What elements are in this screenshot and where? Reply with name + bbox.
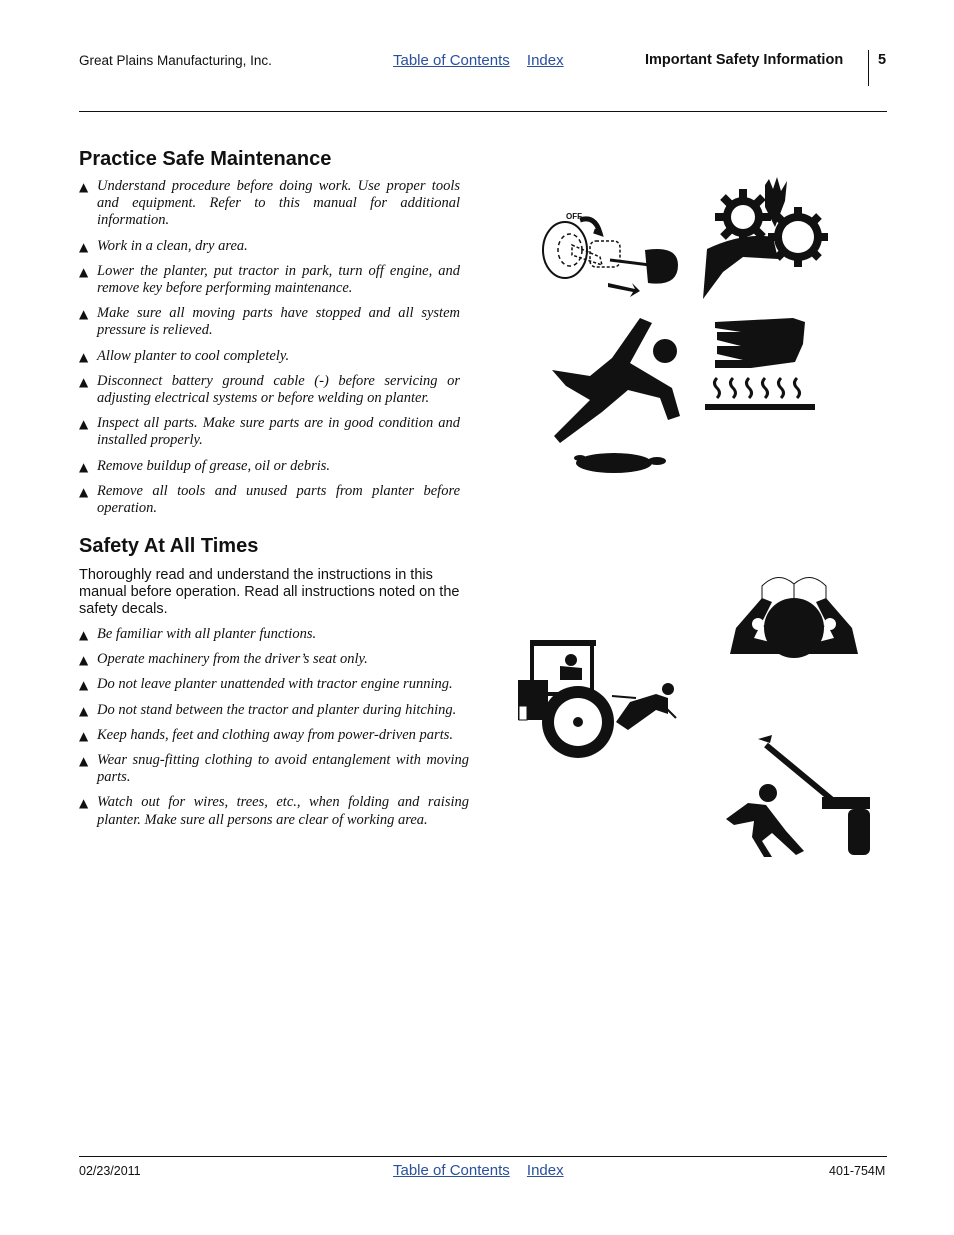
bullet-triangle-icon: ▲ [79,180,89,194]
list-item: ▲ Understand procedure before doing work. Use proper tools and equipment. Refer to this manual for additional information. [79,178,460,229]
bullet-triangle-icon: ▲ [79,628,89,642]
safety-at-all-times-section [79,535,469,837]
footer-rule [79,1156,887,1157]
bullet-triangle-icon: ▲ [79,239,89,254]
footer-date: 02/23/2011 [79,1164,141,1178]
bullet-triangle-icon: ▲ [79,703,89,718]
header-rule [79,111,887,112]
key-off-icon [540,205,685,300]
bullet-triangle-icon: ▲ [79,484,89,499]
list-item: ▲ Do not leave planter unattended with tractor engine running. [79,676,469,693]
off-label: OFF [566,212,582,221]
read-manual-icon [728,568,860,660]
company-name: Great Plains Manufacturing, Inc. [79,53,272,68]
footer-nav [393,1162,577,1179]
bullet-triangle-icon: ▲ [79,417,89,432]
hot-surface-icon [703,318,818,413]
bullet-triangle-icon: ▲ [79,307,89,322]
list-item: ▲ Wear snug-fitting clothing to avoid entanglement with moving parts. [79,752,469,786]
list-item: ▲ Allow planter to cool completely. [79,348,460,365]
tractor-runover-icon [516,636,681,760]
practice-safe-maintenance-section [79,148,460,525]
list-item: ▲ Keep hands, feet and clothing away from power-driven parts. [79,727,469,744]
header-nav [393,52,577,69]
maintenance-list [79,178,460,517]
bullet-triangle-icon: ▲ [79,678,89,693]
section-title: Important Safety Information [645,52,844,68]
list-item: ▲ Inspect all parts. Make sure parts are in good condition and installed properly. [79,415,460,449]
list-item: ▲ Lower the planter, put tractor in park, turn off engine, and remove key before performing maintenance. [79,262,460,297]
safety-list [79,626,469,829]
safety-heading: Safety At All Times [79,535,259,557]
bullet-triangle-icon: ▲ [79,349,89,364]
slip-fall-icon [552,318,687,480]
bullet-triangle-icon: ▲ [79,796,89,811]
index-link[interactable]: Index [526,1162,564,1179]
toc-link[interactable]: Table of Contents [393,52,510,69]
header-divider [868,50,869,86]
bullet-triangle-icon: ▲ [79,459,89,474]
list-item: ▲ Make sure all moving parts have stopped and all system pressure is relieved. [79,305,460,339]
bullet-triangle-icon: ▲ [79,374,89,389]
list-item: ▲ Be familiar with all planter functions. [79,626,469,643]
maintenance-heading: Practice Safe Maintenance [79,148,332,170]
bullet-triangle-icon: ▲ [79,728,89,743]
list-item: ▲ Disconnect battery ground cable (-) before servicing or adjusting electrical systems or before welding on planter. [79,372,460,407]
toc-link[interactable]: Table of Contents [393,1162,510,1179]
list-item: ▲ Operate machinery from the driver’s seat only. [79,651,469,668]
bullet-triangle-icon: ▲ [79,754,89,769]
list-item: ▲ Remove buildup of grease, oil or debris. [79,458,460,475]
list-item: ▲ Work in a clean, dry area. [79,238,460,255]
list-item: ▲ Remove all tools and unused parts from planter before operation. [79,482,460,517]
list-item: ▲ Watch out for wires, trees, etc., when folding and raising planter. Make sure all persons are clear of working area. [79,794,469,828]
bullet-triangle-icon: ▲ [79,264,89,279]
bullet-triangle-icon: ▲ [79,653,89,668]
gear-entanglement-icon [703,177,828,299]
folding-wing-icon [726,733,876,858]
index-link[interactable]: Index [526,52,564,69]
document-number: 401-754M [829,1164,886,1178]
page-number: 5 [878,52,887,68]
safety-intro: Thoroughly read and understand the instructions in this manual before operation. Read all instructions noted on the safety decals. [79,567,460,617]
list-item: ▲ Do not stand between the tractor and planter during hitching. [79,702,469,719]
